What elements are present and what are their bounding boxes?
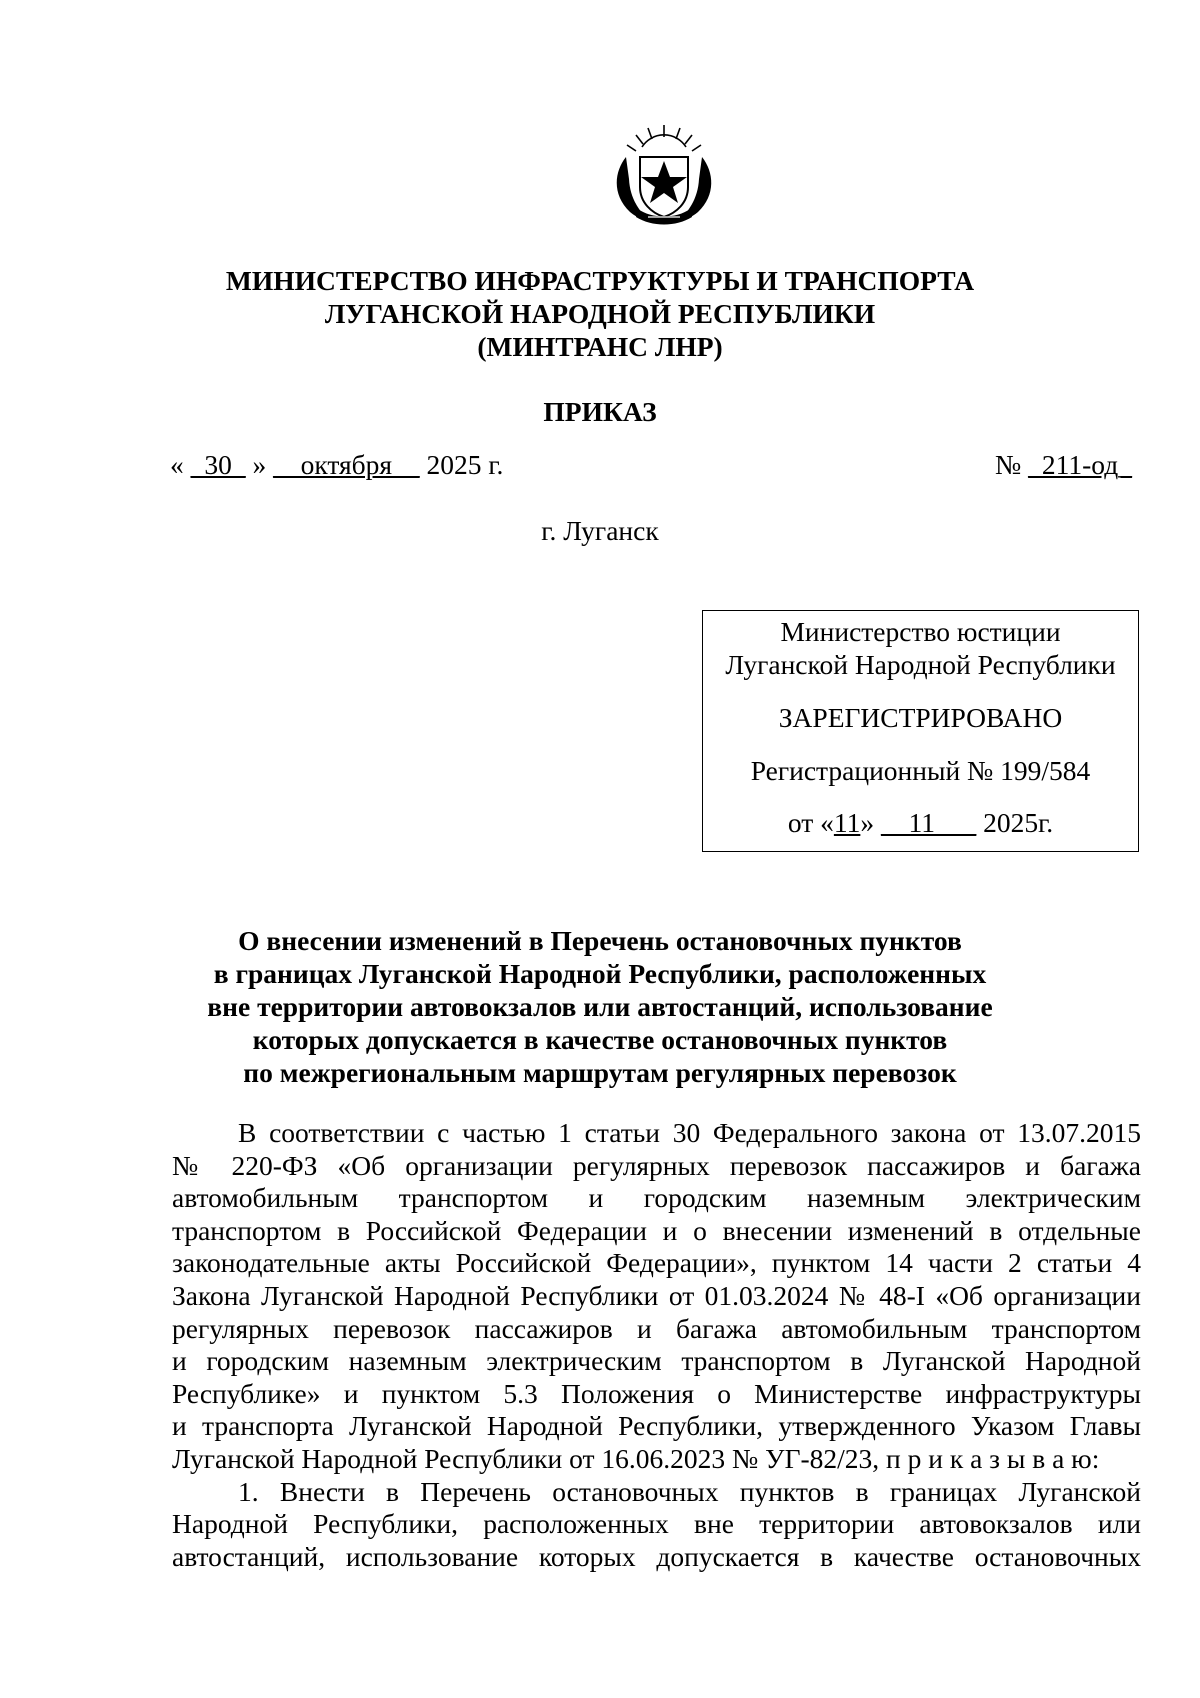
body-line: транспортом в Российской Федерации и о внесении изменений в отдельные [172, 1214, 1141, 1246]
stamp-date-prefix: от « [787, 807, 834, 838]
order-number-value: _211-од_ [1028, 449, 1132, 480]
body-line: Луганской Народной Республики от 16.06.2023 № УГ-82/23, п р и к а з ы в а ю: [172, 1442, 1100, 1474]
order-number [995, 448, 1132, 481]
body-line: и городским наземным электрическим транспортом в Луганской Народной [172, 1345, 1141, 1377]
stamp-date-year: 2025г. [976, 807, 1054, 838]
date-close-quote: » [245, 449, 274, 480]
body-line: Народной Республики, расположенных вне территории автовокзалов или [172, 1508, 1141, 1540]
order-body-text [172, 1117, 1141, 1573]
registration-stamp [702, 610, 1139, 852]
subject-line: вне территории автовокзалов или автостанций, использование [207, 991, 993, 1022]
body-line: № 220-ФЗ «Об организации регулярных перевозок пассажиров и багажа [172, 1149, 1141, 1181]
issue-city: г. Луганск [541, 515, 659, 546]
body-line: автостанций, использование которых допускается в качестве остановочных [172, 1540, 1141, 1572]
subject-line: по межрегиональным маршрутам регулярных перевозок [243, 1057, 957, 1088]
coat-of-arms-emblem [596, 117, 732, 229]
order-date [170, 448, 503, 481]
body-line: законодательные акты Российской Федерации», пунктом 14 части 2 статьи 4 [172, 1247, 1141, 1279]
date-year: 2025 г. [419, 449, 504, 480]
stamp-authority-line2: Луганской Народной Республики [725, 649, 1116, 680]
order-number-prefix: № [995, 449, 1029, 480]
body-line: автомобильным транспортом и городским наземным электрическим [172, 1182, 1141, 1214]
stamp-date-month: __11___ [880, 807, 977, 838]
body-line: Закона Луганской Народной Республики от 01.03.2024 № 48-I «Об организации [172, 1279, 1141, 1311]
date-open-quote: « [170, 449, 191, 480]
body-line: 1. Внести в Перечень остановочных пунктов в границах Луганской [238, 1475, 1141, 1507]
body-line: Республике» и пунктом 5.3 Положения о Министерстве инфраструктуры [172, 1377, 1141, 1409]
stamp-registration-date [703, 806, 1138, 839]
subject-line: О внесении изменений в Перечень остановочных пунктов [238, 925, 962, 956]
body-line: В соответствии с частью 1 статьи 30 Федерального закона от 13.07.2015 [238, 1117, 1141, 1148]
document-type-title: ПРИКАЗ [543, 396, 657, 427]
stamp-date-mid: » [860, 807, 881, 838]
ministry-header [150, 264, 1050, 363]
body-line: регулярных перевозок пассажиров и багажа автомобильным транспортом [172, 1312, 1141, 1344]
subject-line: в границах Луганской Народной Республики, расположенных [213, 958, 987, 989]
date-day: _30_ [190, 449, 246, 480]
subject-line: которых допускается в качестве остановочных пунктов [252, 1024, 948, 1055]
stamp-registration-number: Регистрационный № 199/584 [750, 755, 1091, 786]
stamp-status: ЗАРЕГИСТРИРОВАНО [778, 702, 1063, 733]
stamp-authority-line1: Министерство юстиции [780, 616, 1061, 647]
ministry-name-abbreviation: (МИНТРАНС ЛНР) [477, 331, 723, 362]
body-line: и транспорта Луганской Народной Республики, утвержденного Указом Главы [172, 1410, 1141, 1442]
order-subject [150, 924, 1050, 1089]
stamp-date-day: 11 [833, 807, 861, 838]
date-month: __октября__ [273, 449, 420, 480]
ministry-name-line1: МИНИСТЕРСТВО ИНФРАСТРУКТУРЫ И ТРАНСПОРТА [225, 265, 975, 296]
ministry-name-line2: ЛУГАНСКОЙ НАРОДНОЙ РЕСПУБЛИКИ [324, 298, 876, 329]
